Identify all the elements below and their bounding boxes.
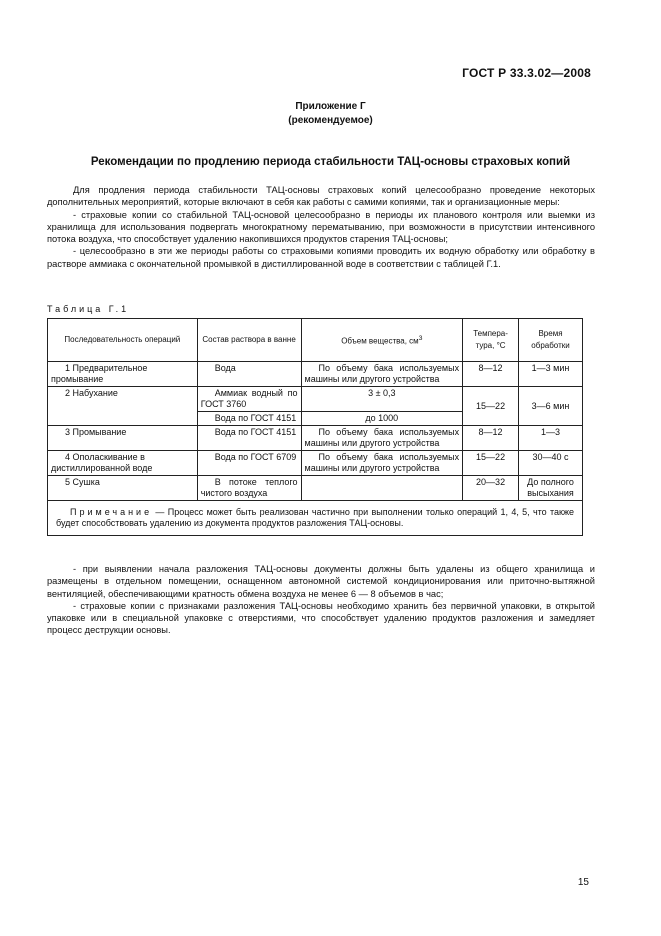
cell-op: 5 Сушка xyxy=(48,476,198,501)
cell-op: 2 Набухание xyxy=(48,387,198,426)
after-text xyxy=(47,563,595,637)
table-note xyxy=(48,501,583,536)
header-temp: Темпера-тура, °С xyxy=(463,319,519,362)
cell-op: 4 Ополаскивание в дистиллированной воде xyxy=(48,451,198,476)
annex-title: Приложение Г xyxy=(295,101,366,112)
paragraph: - при выявлении начала разложения ТАЦ-основы документы должны быть удалены из общего хранилища и размещены в отдельном помещении, оснащенном автономной системой кондиционирования или приточно-вытяжной вентиляцией, обеспечивающими кратность обмена воздуха не менее 6 — 8 объемов в час; xyxy=(47,564,595,599)
header-volume xyxy=(301,319,463,362)
page-title: Рекомендации по продлению периода стабильности ТАЦ-основы страховых копий xyxy=(90,156,571,168)
header-volume-text: Объем вещества, см xyxy=(341,336,419,346)
paragraph: - страховые копии со стабильной ТАЦ-основой целесообразно в периоды их планового контроля или выемки из хранилища для использования подвергать многократному перематыванию, при возможности в присутствии интенсивного потока воздуха, что способствует удалению накопившихся продуктов старения ТАЦ-основы; xyxy=(47,209,595,245)
cell-temp: 15—22 xyxy=(463,387,519,426)
cell-temp: 8—12 xyxy=(463,362,519,387)
cell-volume: 3 ± 0,3 xyxy=(301,387,463,412)
table-row xyxy=(48,451,583,476)
page-number: 15 xyxy=(577,877,589,888)
cell-solution: В потоке теплого чистого воздуха xyxy=(197,476,301,501)
table-row xyxy=(48,387,583,412)
cell-solution: Вода xyxy=(197,362,301,387)
header-volume-sup: 3 xyxy=(418,334,423,342)
cell-op: 3 Промывание xyxy=(48,426,198,451)
cell-temp: 20—32 xyxy=(463,476,519,501)
table-label: Таблица Г.1 xyxy=(47,304,130,314)
cell-volume: По объему бака используемых машины или другого устройства xyxy=(301,362,463,387)
annex-heading xyxy=(0,100,661,128)
cell-solution: Вода по ГОСТ 6709 xyxy=(197,451,301,476)
table-note-row xyxy=(48,501,583,536)
cell-time: До полного высыхания xyxy=(519,476,583,501)
annex-subtitle: (рекомендуемое) xyxy=(288,115,373,126)
cell-solution: Вода по ГОСТ 4151 xyxy=(197,426,301,451)
cell-solution: Вода по ГОСТ 4151 xyxy=(197,412,301,426)
cell-time: 1—3 xyxy=(519,426,583,451)
cell-time: 30—40 с xyxy=(519,451,583,476)
note-head: Примечание xyxy=(70,507,153,517)
note-text: — Процесс может быть реализован частично при выполнении только операций 1, 4, 5, что также будет способствовать удалению из документа продуктов разложения ТАЦ-основы. xyxy=(56,507,574,528)
paragraph: - страховые копии с признаками разложения ТАЦ-основы необходимо хранить без первичной упаковки, в открытой упаковке или в специальной упаковке с отверстиями, что способствует удалению продуктов разложения и замедляет процесс деструкции основы. xyxy=(47,600,595,636)
cell-volume: до 1000 xyxy=(301,412,463,426)
cell-volume: По объему бака используемых машины или другого устройства xyxy=(301,451,463,476)
paragraph: Для продления периода стабильности ТАЦ-основы страховых копий целесообразно проведение некоторых дополнительных мероприятий, которые включают в себя как работы с самими копиями, так и организационные меры: xyxy=(47,185,595,208)
header-ops: Последовательность операций xyxy=(48,319,198,362)
cell-volume: По объему бака используемых машины или другого устройства xyxy=(301,426,463,451)
cell-op: 1 Предварительное промывание xyxy=(48,362,198,387)
header-solution: Состав раствора в ванне xyxy=(197,319,301,362)
processing-table xyxy=(47,318,583,536)
table-header-row xyxy=(48,319,583,362)
cell-time: 1—3 мин xyxy=(519,362,583,387)
cell-time: 3—6 мин xyxy=(519,387,583,426)
header-time: Время обработки xyxy=(519,319,583,362)
cell-temp: 15—22 xyxy=(463,451,519,476)
table-row xyxy=(48,362,583,387)
table-row xyxy=(48,426,583,451)
paragraph: - целесообразно в эти же периоды работы со страховыми копиями проводить их водную обработку или обработку в растворе аммиака с окончательной промывкой в дистиллированной воде в соответствии с таблицей Г.1. xyxy=(47,246,595,269)
cell-volume xyxy=(301,476,463,501)
table-row xyxy=(48,476,583,501)
cell-solution: Аммиак водный по ГОСТ 3760 xyxy=(197,387,301,412)
document-code: ГОСТ Р 33.3.02—2008 xyxy=(462,66,591,80)
intro-text xyxy=(47,184,595,270)
cell-temp: 8—12 xyxy=(463,426,519,451)
